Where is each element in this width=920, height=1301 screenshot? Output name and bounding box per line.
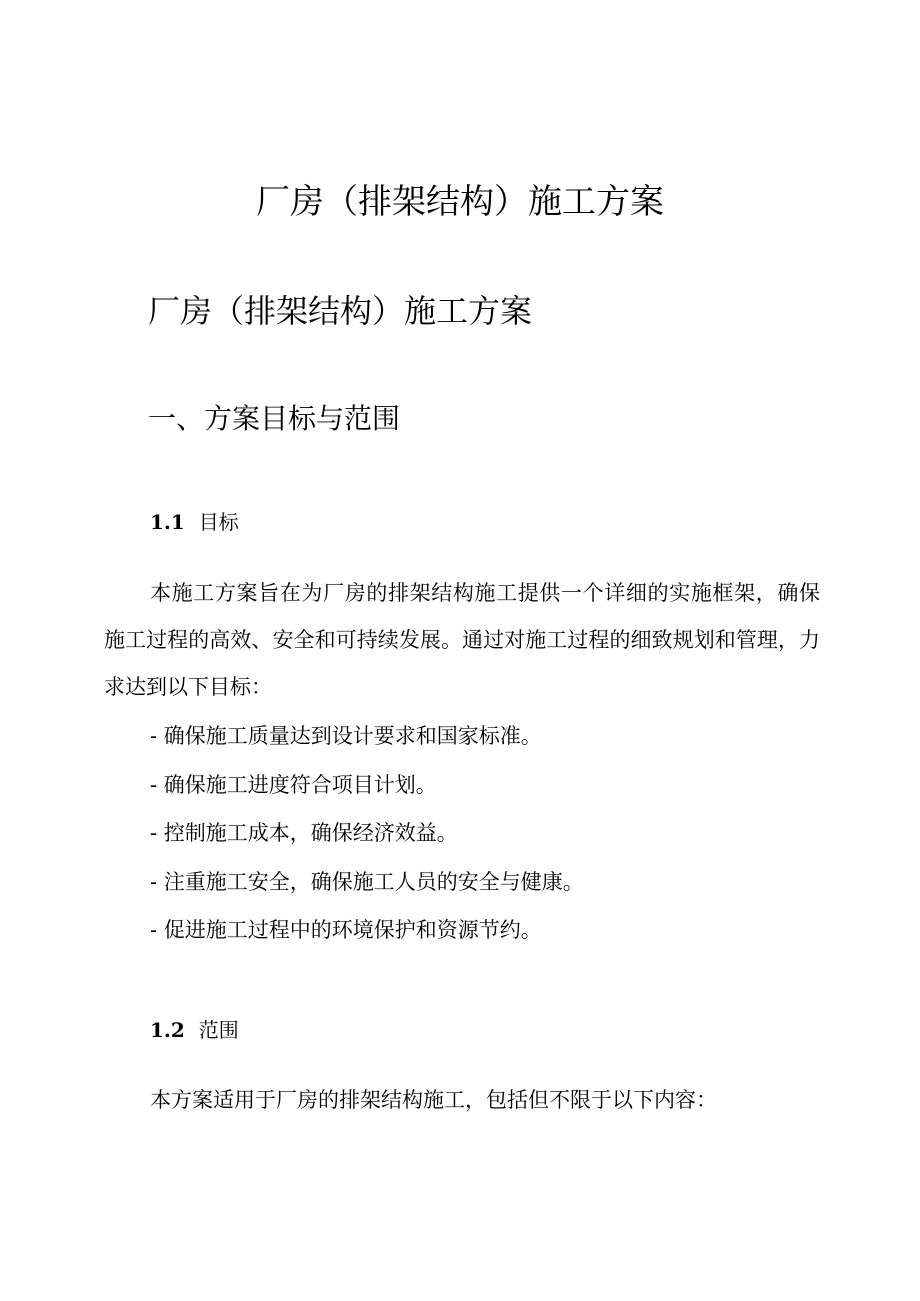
subsection-number: 1.2 xyxy=(150,1018,185,1042)
goal-list xyxy=(150,712,584,955)
list-item: - 促进施工过程中的环境保护和资源节约。 xyxy=(150,918,542,942)
list-item: - 控制施工成本，确保经济效益。 xyxy=(150,821,458,845)
section-heading-1: 一、方案目标与范围 xyxy=(148,402,401,435)
goal-paragraph: 本施工方案旨在为厂房的排架结构施工提供一个详细的实施框架，确保施工过程的高效、安全和可持续发展。通过对施工过程的细致规划和管理，力求达到以下目标： xyxy=(104,581,820,699)
list-item: - 注重施工安全，确保施工人员的安全与健康。 xyxy=(150,869,584,894)
scope-paragraph: 本方案适用于厂房的排架结构施工，包括但不限于以下内容： xyxy=(150,1088,717,1112)
document-title: 厂房（排架结构）施工方案 xyxy=(256,182,664,222)
subsection-number: 1.1 xyxy=(150,510,185,534)
subsection-heading-1-2 xyxy=(150,1015,239,1045)
list-item: - 确保施工质量达到设计要求和国家标准。 xyxy=(150,724,542,748)
subsection-title: 目标 xyxy=(198,510,239,534)
list-item: - 确保施工进度符合项目计划。 xyxy=(150,772,437,797)
main-heading: 厂房（排架结构）施工方案 xyxy=(148,292,533,330)
subsection-heading-1-1 xyxy=(150,507,239,537)
subsection-title: 范围 xyxy=(198,1018,239,1042)
